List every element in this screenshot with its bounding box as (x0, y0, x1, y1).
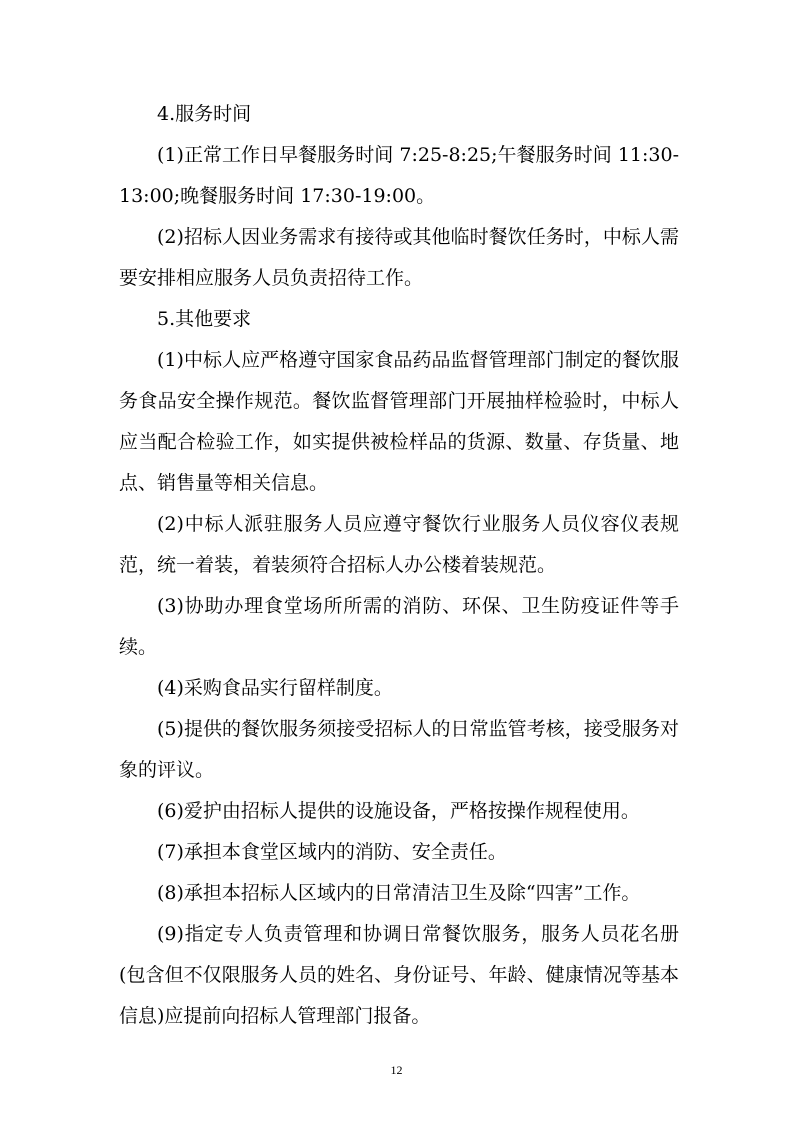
paragraph-staff-appearance: (2)中标人派驻服务人员应遵守餐饮行业服务人员仪容仪表规范，统一着装，着装须符合招标人办公楼着装规范。 (119, 513, 679, 576)
paragraph-cleaning: (8)承担本招标人区域内的日常清洁卫生及除“四害”工作。 (157, 882, 641, 904)
paragraph-food-safety: (1)中标人应严格遵守国家食品药品监督管理部门制定的餐饮服务食品安全操作规范。餐饮监督管理部门开展抽样检验时，中标人应当配合检验工作，如实提供被检样品的货源、数量、存货量、地点、销售量等相关信息。 (119, 349, 679, 494)
paragraph-meal-hours: (1)正常工作日早餐服务时间 7:25-8:25;午餐服务时间 11:30-13:00;晚餐服务时间 17:30-19:00。 (119, 144, 679, 207)
page-number: 12 (390, 1063, 403, 1077)
paragraph-permits: (3)协助办理食堂场所所需的消防、环保、卫生防疫证件等手续。 (119, 595, 679, 658)
paragraph-reception-duty: (2)招标人因业务需求有接待或其他临时餐饮任务时，中标人需要安排相应服务人员负责招待工作。 (119, 226, 679, 289)
paragraph-supervision: (5)提供的餐饮服务须接受招标人的日常监管考核，接受服务对象的评议。 (119, 718, 679, 781)
heading-service-time: 4.服务时间 (157, 103, 252, 125)
paragraph-staff-roster: (9)指定专人负责管理和协调日常餐饮服务，服务人员花名册(包含但不仅限服务人员的姓名、身份证号、年龄、健康情况等基本信息)应提前向招标人管理部门报备。 (119, 923, 679, 1027)
page-body (119, 94, 679, 1037)
paragraph-food-samples: (4)采购食品实行留样制度。 (157, 677, 393, 699)
paragraph-fire-safety: (7)承担本食堂区域内的消防、安全责任。 (157, 841, 507, 863)
paragraph-equipment-care: (6)爱护由招标人提供的设施设备，严格按操作规程使用。 (157, 800, 640, 822)
heading-other-requirements: 5.其他要求 (157, 308, 252, 330)
